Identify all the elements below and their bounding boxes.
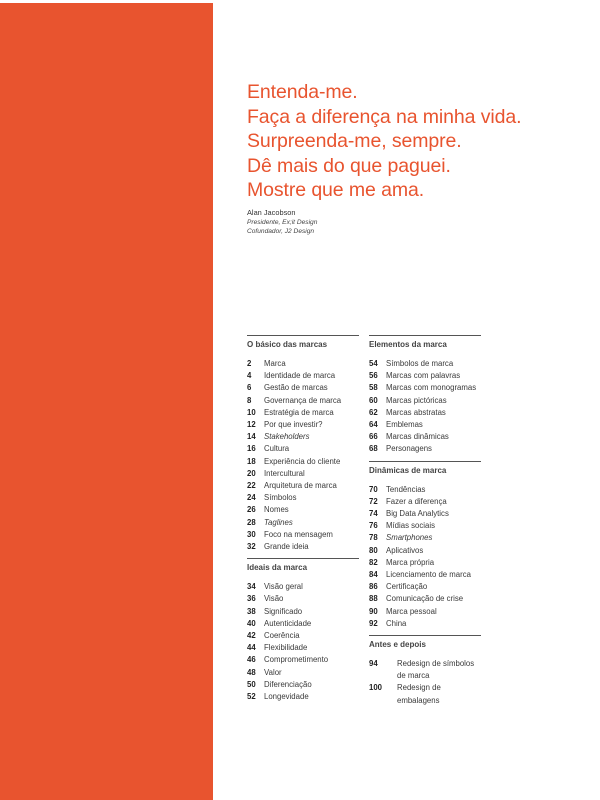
quote-line: Mostre que me ama. <box>247 179 425 202</box>
toc-page-number: 90 <box>369 606 378 616</box>
toc-entry-label: Smartphones <box>386 533 433 543</box>
toc-entry-label: Marcas dinâmicas <box>386 432 449 442</box>
toc-page-number: 26 <box>247 505 256 515</box>
toc-entry-label: Licenciamento de marca <box>386 570 471 580</box>
toc-entry-label: Arquitetura de marca <box>264 481 337 491</box>
toc-page-number: 16 <box>247 444 256 454</box>
toc-section-title: Elementos da marca <box>369 335 481 353</box>
quote-line: Surpreenda-me, sempre. <box>247 130 462 153</box>
toc-page-number: 52 <box>247 692 256 702</box>
toc-entry-label: Marcas pictóricas <box>386 395 447 405</box>
toc-item <box>369 658 481 682</box>
toc-entry-label: Significado <box>264 606 303 616</box>
quote-author-role: Presidente, Ex;it Design <box>247 218 318 226</box>
toc-page-number: 58 <box>369 383 378 393</box>
toc-item <box>369 431 481 443</box>
toc-item <box>247 382 359 394</box>
toc-page-number: 78 <box>369 533 378 543</box>
quote-line: Dê mais do que paguei. <box>247 154 451 177</box>
toc-item <box>369 520 481 532</box>
toc-item <box>247 679 359 691</box>
toc-section-title: Ideais da marca <box>247 558 359 576</box>
toc-page-number: 12 <box>247 420 256 430</box>
toc-page-number: 10 <box>247 407 256 417</box>
toc-page-number: 82 <box>369 557 378 567</box>
toc-page-number: 64 <box>369 420 378 430</box>
toc-section-ideais <box>247 558 359 703</box>
toc-section-title: Antes e depois <box>369 635 481 653</box>
toc-item <box>247 504 359 516</box>
toc-entry-label: Marca <box>264 359 286 368</box>
toc-entry-label: Gestão de marcas <box>264 383 328 393</box>
toc-item <box>247 581 359 593</box>
toc-entry-label: Símbolos <box>264 493 297 503</box>
toc-page-number: 60 <box>369 395 378 405</box>
toc-item <box>369 407 481 419</box>
toc-item <box>247 517 359 529</box>
toc-entry-label: Intercultural <box>264 468 305 478</box>
toc-item <box>247 618 359 630</box>
toc-entry-label: Foco na mensagem <box>264 529 333 539</box>
toc-page-number: 94 <box>369 659 378 669</box>
toc-page-number: 46 <box>247 655 256 665</box>
toc-page-number: 32 <box>247 542 256 552</box>
toc-item <box>247 431 359 443</box>
toc-entry-label: Stakeholders <box>264 432 310 442</box>
toc-page-number: 22 <box>247 481 256 491</box>
toc-page-number: 48 <box>247 667 256 677</box>
toc-entry-label: Mídias sociais <box>386 521 435 531</box>
toc-item <box>247 468 359 480</box>
toc-list <box>247 358 359 553</box>
toc-item <box>247 395 359 407</box>
toc-item <box>369 581 481 593</box>
toc-item <box>369 370 481 382</box>
toc-item <box>247 358 359 370</box>
toc-entry-label: Redesign de símbolos de marca <box>397 659 475 681</box>
toc-entry-label: Identidade de marca <box>264 371 336 381</box>
toc-entry-label: Visão geral <box>264 582 303 592</box>
toc-entry-label: Coerência <box>264 631 300 641</box>
toc-list <box>369 358 481 456</box>
toc-right-column <box>369 335 481 712</box>
toc-entry-label: Redesign de embalagens <box>397 683 441 705</box>
toc-page-number: 84 <box>369 570 378 580</box>
toc-item <box>247 691 359 703</box>
toc-item <box>369 419 481 431</box>
toc-item <box>247 667 359 679</box>
toc-page-number: 70 <box>369 484 378 494</box>
toc-page-number: 68 <box>369 444 378 454</box>
toc-entry-label: Marca pessoal <box>386 606 437 616</box>
toc-entry-label: Tendências <box>386 484 426 494</box>
toc-page-number: 42 <box>247 631 256 641</box>
toc-page-number: 18 <box>247 456 256 466</box>
toc-entry-label: Cultura <box>264 444 290 454</box>
toc-entry-label: Personagens <box>386 444 432 454</box>
toc-entry-label: Marcas com palavras <box>386 371 461 381</box>
toc-item <box>247 407 359 419</box>
toc-entry-label: Experiência do cliente <box>264 456 341 466</box>
toc-entry-label: Longevidade <box>264 692 309 702</box>
toc-list <box>369 658 481 707</box>
toc-entry-label: Marca própria <box>386 557 435 567</box>
toc-entry-label: Símbolos de marca <box>386 359 454 368</box>
toc-item <box>247 370 359 382</box>
toc-page-number: 66 <box>369 432 378 442</box>
toc-item <box>247 654 359 666</box>
orange-side-band <box>0 3 213 800</box>
toc-list <box>247 581 359 703</box>
toc-page-number: 72 <box>369 496 378 506</box>
toc-entry-label: Aplicativos <box>386 545 424 555</box>
toc-entry-label: Governança de marca <box>264 395 342 405</box>
toc-item <box>247 630 359 642</box>
quote-line: Faça a diferença na minha vida. <box>247 105 522 128</box>
toc-entry-label: Marcas com monogramas <box>386 383 477 393</box>
toc-item <box>247 529 359 541</box>
toc-page-number: 92 <box>369 618 378 628</box>
toc-page-number: 8 <box>247 395 252 405</box>
toc-entry-label: Diferenciação <box>264 679 312 689</box>
toc-item <box>247 593 359 605</box>
toc-item <box>369 606 481 618</box>
toc-item <box>369 557 481 569</box>
toc-section-title: O básico das marcas <box>247 335 359 353</box>
toc-page-number: 56 <box>369 371 378 381</box>
toc-page-number: 54 <box>369 359 378 368</box>
toc-item <box>247 541 359 553</box>
toc-item <box>247 456 359 468</box>
toc-page-number: 6 <box>247 383 252 393</box>
toc-entry-label: Visão <box>264 594 284 604</box>
toc-item <box>369 484 481 496</box>
toc-entry-label: Big Data Analytics <box>386 509 449 519</box>
toc-page-number: 62 <box>369 407 378 417</box>
toc-page-number: 4 <box>247 371 252 381</box>
toc-entry-label: Flexibilidade <box>264 643 308 653</box>
quote-block <box>247 80 587 237</box>
toc-item <box>247 480 359 492</box>
toc-entry-label: Comunicação de crise <box>386 594 464 604</box>
toc-page-number: 20 <box>247 468 256 478</box>
toc-item <box>369 618 481 630</box>
toc-item <box>369 569 481 581</box>
toc-item <box>247 419 359 431</box>
toc-page-number: 14 <box>247 432 256 442</box>
toc-item <box>369 682 481 706</box>
toc-page-number: 86 <box>369 582 378 592</box>
toc-entry-label: Marcas abstratas <box>386 407 446 417</box>
toc-entry-label: Nomes <box>264 505 289 515</box>
toc-entry-label: Autenticidade <box>264 618 312 628</box>
toc-page-number: 40 <box>247 618 256 628</box>
toc-item <box>369 382 481 394</box>
toc-page-number: 76 <box>369 521 378 531</box>
toc-item <box>369 593 481 605</box>
toc-entry-label: Estratégia de marca <box>264 407 334 417</box>
toc-left-column <box>247 335 359 708</box>
toc-page-number: 34 <box>247 582 256 592</box>
toc-page-number: 50 <box>247 679 256 689</box>
toc-section-elementos <box>369 335 481 456</box>
toc-entry-label: Valor <box>264 667 282 677</box>
toc-entry-label: Taglines <box>264 517 293 527</box>
toc-page-number: 36 <box>247 594 256 604</box>
toc-page-number: 28 <box>247 517 256 527</box>
toc-item <box>369 545 481 557</box>
toc-entry-label: Fazer a diferença <box>386 496 447 506</box>
toc-page-number: 74 <box>369 509 378 519</box>
quote-author: Alan Jacobson <box>247 207 296 217</box>
quote-line: Entenda-me. <box>247 81 358 103</box>
toc-item <box>247 492 359 504</box>
toc-page-number: 24 <box>247 493 256 503</box>
toc-item <box>369 496 481 508</box>
toc-entry-label: Certificação <box>386 582 428 592</box>
toc-entry-label: Comprometimento <box>264 655 329 665</box>
toc-page-number: 2 <box>247 359 252 368</box>
toc-section-antes <box>369 635 481 707</box>
toc-entry-label: China <box>386 618 407 628</box>
toc-entry-label: Por que investir? <box>264 420 323 430</box>
toc-section-dinamicas <box>369 461 481 630</box>
toc-page-number: 80 <box>369 545 378 555</box>
toc-section-basico <box>247 335 359 553</box>
toc-entry-label: Grande ideia <box>264 542 309 552</box>
quote-author-role: Cofundador, J2 Design <box>247 228 315 236</box>
toc-entry-label: Emblemas <box>386 420 423 430</box>
toc-item <box>247 642 359 654</box>
toc-item <box>247 443 359 455</box>
toc-list <box>369 484 481 630</box>
toc-page-number: 100 <box>369 683 383 693</box>
toc-section-title: Dinâmicas de marca <box>369 461 481 479</box>
toc-item <box>247 606 359 618</box>
toc-page-number: 30 <box>247 529 256 539</box>
toc-page-number: 88 <box>369 594 378 604</box>
toc-page-number: 38 <box>247 606 256 616</box>
toc-item <box>369 395 481 407</box>
toc-item <box>369 443 481 455</box>
toc-item <box>369 532 481 544</box>
toc-item <box>369 508 481 520</box>
toc-page-number: 44 <box>247 643 256 653</box>
toc-item <box>369 358 481 370</box>
